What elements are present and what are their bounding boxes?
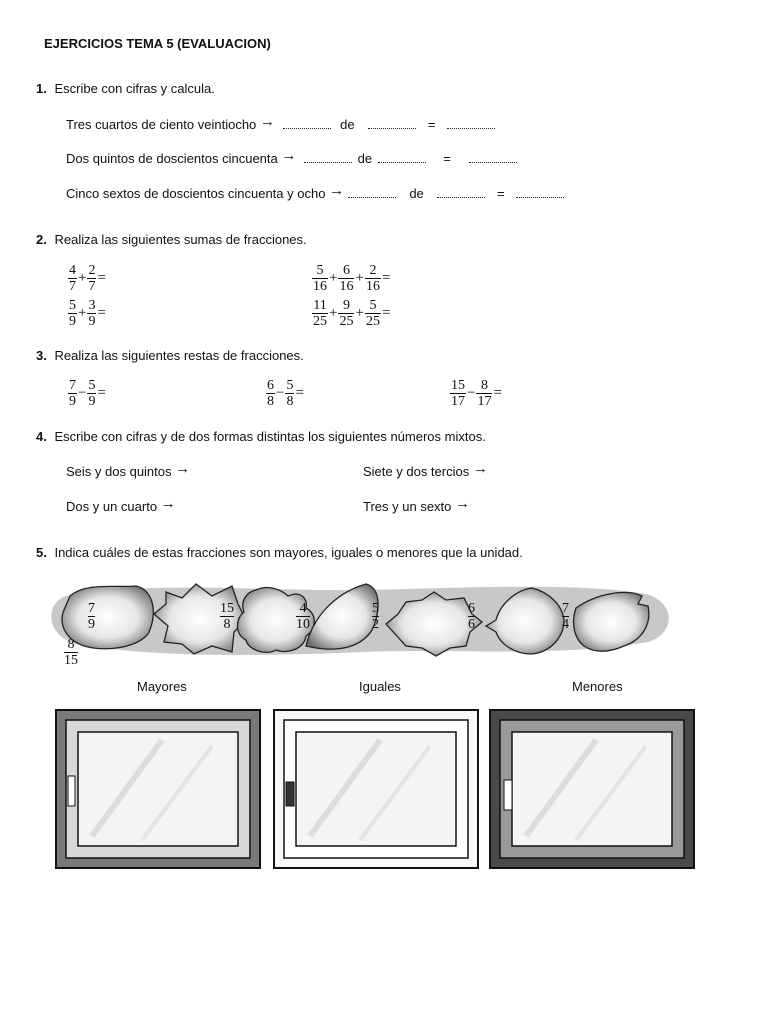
exercise-instruction: Escribe con cifras y calcula. — [54, 81, 215, 96]
mixed-number-item: Siete y dos tercios → — [363, 460, 488, 479]
answer-blank[interactable] — [437, 187, 485, 198]
de-label: de — [340, 117, 355, 132]
exercise-number: 2. — [36, 232, 47, 247]
sum-expression: $\frac{4}{7}$ + $\frac{2}{7}$ = — [69, 263, 106, 294]
exercise-number: 5. — [36, 545, 47, 560]
ex1-row-2 — [66, 147, 517, 167]
exercise-number: 3. — [36, 348, 47, 363]
ex1-row-1 — [66, 113, 495, 133]
exercise-5-heading — [36, 545, 523, 560]
exercise-instruction: Realiza las siguientes sumas de fracciones. — [54, 232, 307, 247]
arrow-icon: → — [329, 182, 345, 199]
sum-expression: $\frac{5}{9}$ + $\frac{3}{9}$ = — [69, 298, 106, 329]
sum-expression: $\frac{11}{25}$ + $\frac{9}{25}$ + $\frac{5}{25}$ = — [313, 298, 391, 329]
leaf-fraction: 6 6 — [468, 601, 475, 632]
leaf-fraction: 7 4 — [562, 601, 569, 632]
answer-blank[interactable] — [516, 187, 564, 198]
arrow-icon: → — [455, 495, 471, 512]
answer-blank[interactable] — [348, 187, 396, 198]
arrow-icon: → — [281, 147, 297, 164]
exercise-instruction: Indica cuáles de estas fracciones son mayores, iguales o menores que la unidad. — [54, 545, 523, 560]
answer-blank[interactable] — [378, 152, 426, 163]
category-label-iguales: Iguales — [359, 679, 401, 694]
category-label-menores: Menores — [572, 679, 623, 694]
exercise-1-heading — [36, 81, 215, 96]
subtraction-expression: $\frac{15}{17}$ − $\frac{8}{17}$ = — [451, 378, 502, 409]
page-title: EJERCICIOS TEMA 5 (EVALUACION) — [44, 36, 271, 51]
window-box-menores[interactable] — [488, 706, 698, 872]
ex1-row-3 — [66, 182, 564, 202]
leaf-fraction: 7 9 — [88, 601, 95, 632]
category-label-mayores: Mayores — [137, 679, 187, 694]
arrow-icon: → — [259, 113, 275, 130]
sum-expression: $\frac{5}{16}$ + $\frac{6}{16}$ + $\frac{2}{16}$ = — [313, 263, 391, 294]
window-box-mayores[interactable] — [52, 706, 264, 872]
answer-blank[interactable] — [283, 118, 331, 129]
answer-blank[interactable] — [469, 152, 517, 163]
exercise-number: 1. — [36, 81, 47, 96]
exercise-3-heading — [36, 348, 304, 363]
mixed-number-item: Tres y un sexto → — [363, 495, 471, 514]
leaf-fraction: 8 15 — [64, 637, 78, 668]
answer-blank[interactable] — [447, 118, 495, 129]
answer-blank[interactable] — [304, 152, 352, 163]
arrow-icon: → — [160, 495, 176, 512]
mixed-number-item: Seis y dos quintos → — [66, 460, 191, 479]
exercise-number: 4. — [36, 429, 47, 444]
de-label: de — [357, 151, 373, 166]
ex1-row-text: Cinco sextos de doscientos cincuenta y ocho — [66, 186, 326, 201]
ex1-row-text: Tres cuartos de ciento veintiocho — [66, 117, 257, 132]
arrow-icon: → — [175, 460, 191, 477]
de-label: de — [409, 186, 424, 201]
arrow-icon: → — [472, 460, 488, 477]
exercise-2-heading — [36, 232, 307, 247]
window-box-iguales[interactable] — [272, 706, 482, 872]
exercise-4-heading — [36, 429, 486, 444]
subtraction-expression: $\frac{6}{8}$ − $\frac{5}{8}$ = — [267, 378, 304, 409]
exercise-instruction: Escribe con cifras y de dos formas distintas los siguientes números mixtos. — [54, 429, 486, 444]
exercise-instruction: Realiza las siguientes restas de fracciones. — [54, 348, 304, 363]
ex1-row-text: Dos quintos de doscientos cincuenta — [66, 151, 278, 166]
equals-label: = — [427, 117, 436, 132]
leaf-fraction: 5 2 — [372, 601, 379, 632]
subtraction-expression: $\frac{7}{9}$ − $\frac{5}{9}$ = — [69, 378, 106, 409]
equals-label: = — [443, 151, 451, 166]
leaf-fraction: 4 10 — [296, 601, 310, 632]
mixed-number-item: Dos y un cuarto → — [66, 495, 176, 514]
answer-blank[interactable] — [368, 118, 416, 129]
equals-label: = — [497, 186, 505, 201]
leaf-fraction: 15 8 — [220, 601, 234, 632]
